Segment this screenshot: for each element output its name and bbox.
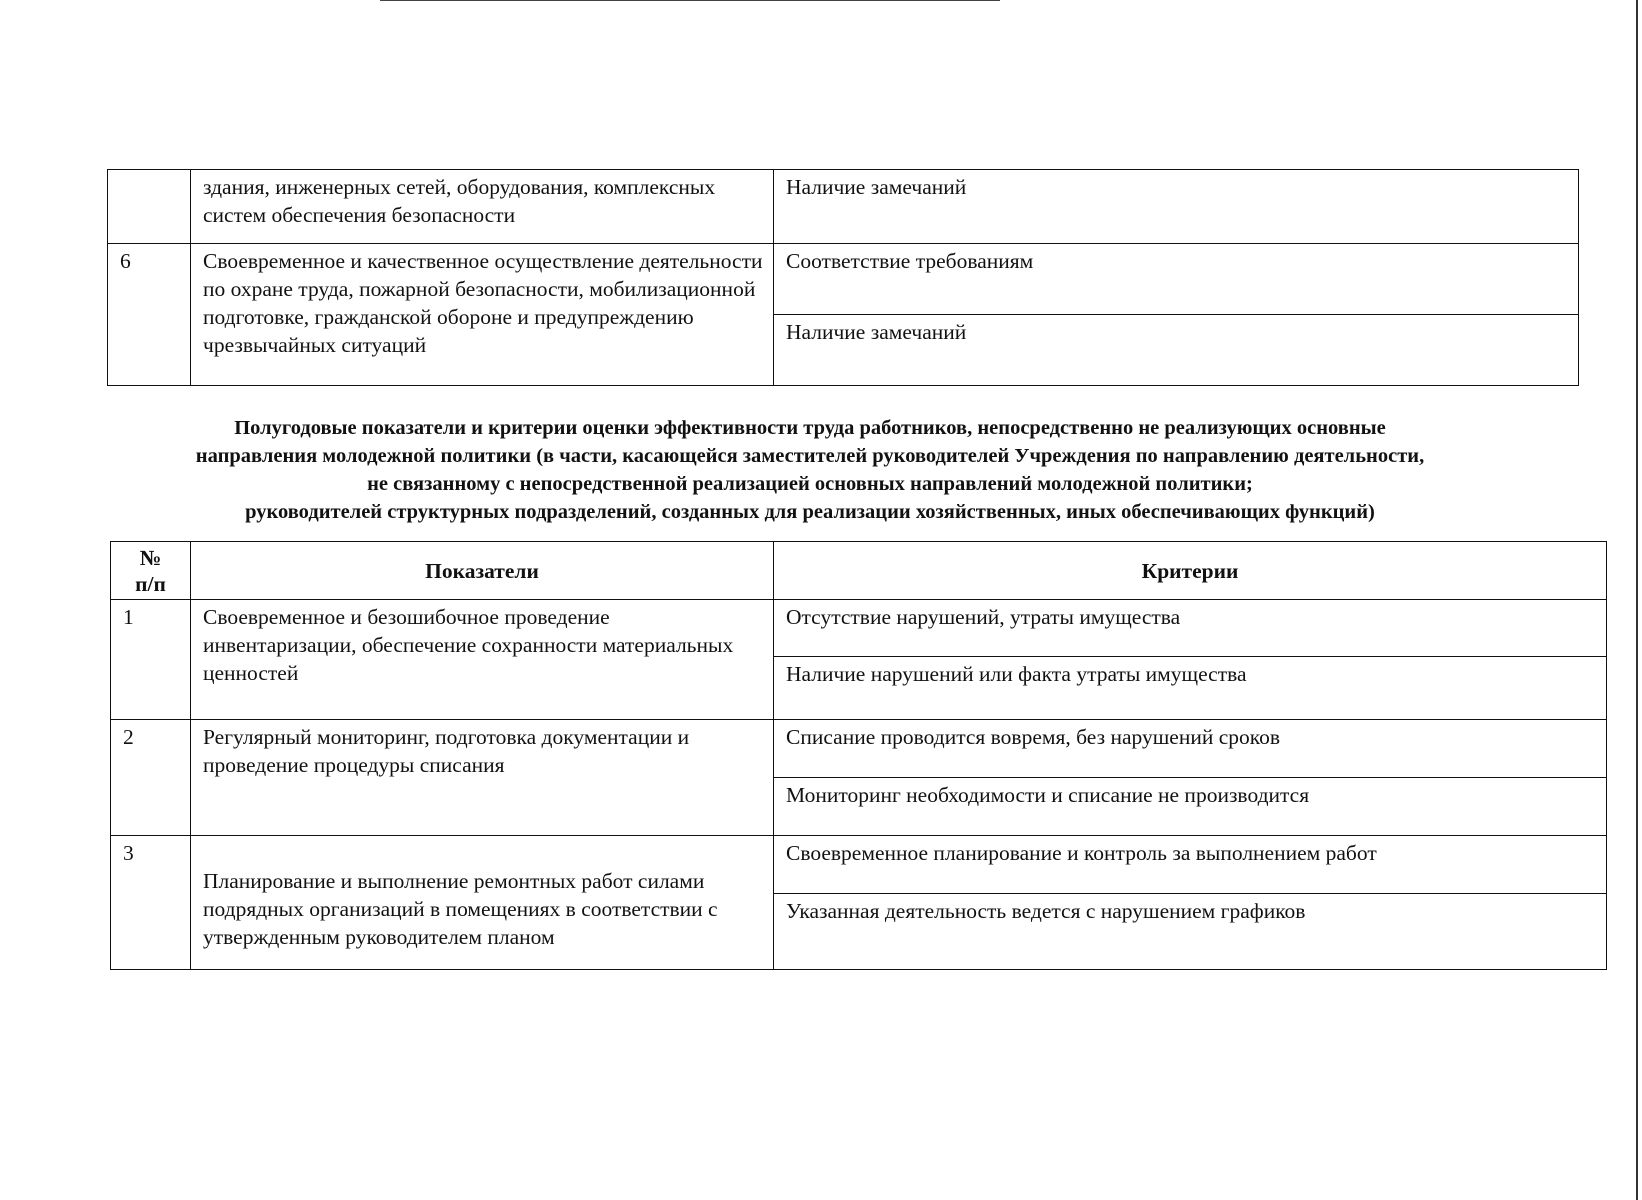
criteria-cell: Наличие нарушений или факта утраты имущества [774, 657, 1607, 720]
row-number: 1 [111, 600, 191, 720]
heading-line: руководителей структурных подразделений, созданных для реализации хозяйственных, иных обеспечивающих функций) [245, 501, 1375, 523]
section-heading [100, 414, 1520, 526]
cell-spacer [203, 839, 765, 867]
heading-line: не связанному с непосредственной реализацией основных направлений молодежной политики; [367, 473, 1253, 495]
criteria-cell: Мониторинг необходимости и списание не производится [774, 778, 1607, 836]
indicator-cell [191, 836, 774, 970]
table-row [111, 720, 1607, 778]
table-row [108, 244, 1579, 315]
indicator-cell: Своевременное и качественное осуществление деятельности по охране труда, пожарной безопасности, мобилизационной подготовке, гражданской обороне и предупреждению чрезвычайных ситуаций [191, 244, 774, 386]
column-header-number [111, 542, 191, 600]
header-number-symbol: № [139, 545, 162, 570]
top-rule [380, 0, 1000, 1]
row-number: 3 [111, 836, 191, 970]
table-row [111, 836, 1607, 894]
criteria-cell: Наличие замечаний [774, 170, 1579, 244]
table-row [111, 600, 1607, 657]
criteria-cell: Списание проводится вовремя, без нарушений сроков [774, 720, 1607, 778]
row-number: 2 [111, 720, 191, 836]
table-header-row [111, 542, 1607, 600]
indicator-cell: Своевременное и безошибочное проведение инвентаризации, обеспечение сохранности материальных ценностей [191, 600, 774, 720]
indicator-text: Планирование и выполнение ремонтных работ силами подрядных организаций в помещениях в соответствии с утвержденным руководителем планом [203, 869, 718, 949]
indicator-cell: здания, инженерных сетей, оборудования, комплексных систем обеспечения безопасности [191, 170, 774, 244]
indicator-cell: Регулярный мониторинг, подготовка документации и проведение процедуры списания [191, 720, 774, 836]
row-number: 6 [108, 244, 191, 386]
criteria-cell: Соответствие требованиям [774, 244, 1579, 315]
criteria-table-continued [107, 169, 1579, 386]
heading-line: Полугодовые показатели и критерии оценки эффективности труда работников, непосредственно не реализующих основные [234, 417, 1386, 439]
criteria-cell: Наличие замечаний [774, 315, 1579, 386]
heading-line: направления молодежной политики (в части, касающейся заместителей руководителей Учреждения по направлению деятельности, [195, 445, 1425, 467]
criteria-cell: Указанная деятельность ведется с нарушением графиков [774, 894, 1607, 970]
row-number [108, 170, 191, 244]
header-number-abbr: п/п [135, 571, 166, 596]
column-header-indicators: Показатели [191, 542, 774, 600]
column-header-criteria: Критерии [774, 542, 1607, 600]
criteria-cell: Отсутствие нарушений, утраты имущества [774, 600, 1607, 657]
criteria-cell: Своевременное планирование и контроль за выполнением работ [774, 836, 1607, 894]
criteria-table [110, 541, 1607, 970]
page-edge [1636, 0, 1638, 1200]
table-row [108, 170, 1579, 244]
